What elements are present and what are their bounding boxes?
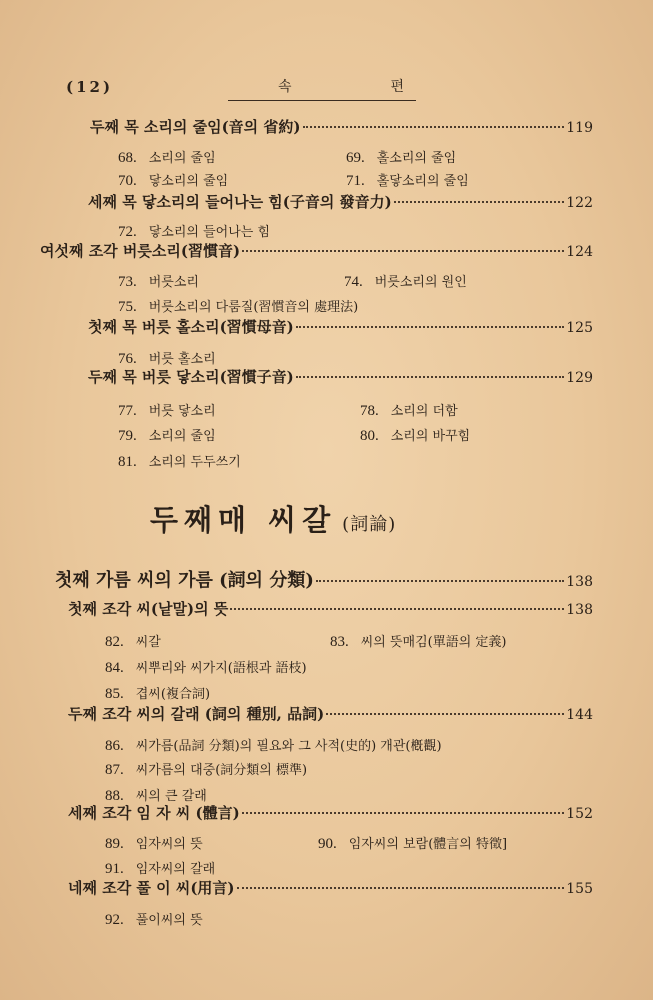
dot-leader: [316, 580, 564, 582]
toc-item-number: 84.: [105, 660, 124, 676]
toc-page-number: 138: [566, 602, 593, 618]
toc-item-text: 버릇소리: [148, 275, 199, 290]
toc-item: [360, 400, 458, 420]
toc-item-text: 닿소리의 줄임: [148, 174, 229, 189]
toc-heading-label: 세째 조각 임 자 씨 (體言): [68, 804, 240, 822]
toc-item-text: 소리의 줄임: [148, 429, 216, 444]
toc-item-text: 씨뿌리와 씨가지(語根과 語枝): [135, 661, 307, 676]
toc-item: [360, 425, 470, 445]
toc-item: [346, 147, 456, 167]
toc-item: [118, 170, 228, 190]
part-title: [150, 498, 396, 539]
toc-item-number: 92.: [105, 912, 124, 928]
toc-item: [118, 400, 216, 420]
toc-item: [105, 833, 203, 853]
part-title-main: 두째매 씨갈: [150, 503, 337, 537]
toc-item-number: 88.: [105, 788, 124, 804]
toc-item: [330, 631, 507, 651]
dot-leader: [230, 608, 564, 610]
dot-leader: [296, 326, 564, 328]
toc-item: [346, 170, 469, 190]
toc-item-text: 풀이씨의 뜻: [135, 913, 203, 928]
toc-item-text: 버릇소리의 원인: [374, 275, 467, 290]
toc-item-text: 홀소리의 줄임: [376, 151, 457, 166]
toc-item-number: 90.: [318, 836, 337, 852]
toc-item-text: 버릇 홀소리: [148, 352, 216, 367]
toc-item-number: 87.: [105, 762, 124, 778]
toc-page-number: 152: [566, 806, 593, 822]
toc-heading-row: [68, 703, 593, 724]
toc-page-number: 122: [566, 195, 593, 211]
dot-leader: [242, 812, 565, 814]
toc-heading-label: 네째 조각 풀 이 씨(用言): [68, 879, 235, 897]
toc-page-number: 124: [566, 244, 593, 260]
toc-heading-label: 두째 목 버릇 닿소리(習慣子音): [88, 368, 294, 386]
toc-item: [105, 631, 161, 651]
toc-page-number: 119: [566, 120, 593, 136]
toc-page-number: 144: [566, 707, 593, 723]
toc-item-number: 81.: [118, 454, 137, 470]
toc-heading-row: [88, 191, 593, 212]
toc-heading-label: 첫째 목 버릇 홀소리(習慣母音): [88, 318, 294, 336]
toc-item-text: 소리의 더함: [390, 404, 458, 419]
toc-item: [118, 451, 241, 471]
toc-item-text: 씨의 뜻매김(單語의 定義): [360, 635, 507, 650]
toc-item-number: 91.: [105, 861, 124, 877]
toc-item: [118, 221, 270, 241]
toc-item-text: 겹씨(複合詞): [135, 687, 211, 702]
toc-item-text: 씨가름(品詞 分類)의 필요와 그 사적(史的) 개관(槪觀): [135, 739, 442, 754]
toc-item: [105, 683, 210, 703]
toc-item-number: 82.: [105, 634, 124, 650]
toc-item-number: 89.: [105, 836, 124, 852]
toc-item-text: 버릇 닿소리: [148, 404, 216, 419]
toc-item-text: 닿소리의 들어나는 힘: [148, 225, 271, 240]
toc-heading-row: [68, 877, 593, 898]
toc-heading-row: [68, 598, 593, 619]
toc-item-number: 68.: [118, 150, 137, 166]
toc-item-number: 86.: [105, 738, 124, 754]
toc-item-number: 85.: [105, 686, 124, 702]
toc-item-text: 임자씨의 보람(體言의 特徵]: [348, 837, 508, 852]
toc-item-number: 77.: [118, 403, 137, 419]
dot-leader: [326, 713, 564, 715]
toc-page-number: 125: [566, 320, 593, 336]
toc-item: [105, 759, 307, 779]
toc-item: [344, 271, 467, 291]
toc-item: [118, 425, 216, 445]
toc-item-text: 소리의 두두쓰기: [148, 455, 241, 470]
toc-heading-label: 첫째 가름 씨의 가름 (詞의 分類): [55, 570, 314, 591]
toc-item: [318, 833, 507, 853]
toc-item-number: 79.: [118, 428, 137, 444]
toc-heading-label: 세째 목 닿소리의 들어나는 힘(子音의 發音力): [88, 193, 392, 211]
toc-item-number: 80.: [360, 428, 379, 444]
toc-item-number: 83.: [330, 634, 349, 650]
toc-item-number: 70.: [118, 173, 137, 189]
toc-item-text: 임자씨의 갈래: [135, 862, 216, 877]
toc-item: [118, 147, 216, 167]
toc-heading-label: 첫째 조각 씨(낱말)의 뜻: [68, 600, 229, 618]
toc-item-text: 소리의 줄임: [148, 151, 216, 166]
toc-item-text: 버릇소리의 다룸질(習慣音의 處理法): [148, 300, 359, 315]
toc-heading-row: [40, 240, 593, 261]
dot-leader: [394, 201, 565, 203]
dot-leader: [242, 250, 564, 252]
dot-leader: [237, 887, 565, 889]
toc-heading-row: [90, 116, 593, 137]
page-number: (12): [66, 78, 114, 96]
toc-page-number: 155: [566, 881, 593, 897]
running-header-right: 편: [390, 79, 404, 95]
toc-page-number: 129: [566, 370, 593, 386]
toc-item-number: 72.: [118, 224, 137, 240]
toc-item-text: 임자씨의 뜻: [135, 837, 203, 852]
toc-item: [118, 271, 199, 291]
toc-heading-row: [55, 566, 593, 592]
toc-item-text: 홀닿소리의 줄임: [376, 174, 469, 189]
toc-item-text: 씨가름의 대중(詞分類의 標準): [135, 763, 308, 778]
toc-item: [105, 657, 307, 677]
toc-item-number: 75.: [118, 299, 137, 315]
dot-leader: [296, 376, 564, 378]
running-header-left: 속: [278, 79, 292, 95]
toc-item-number: 69.: [346, 150, 365, 166]
toc-item: [105, 909, 203, 929]
part-title-sub: (詞論): [342, 514, 397, 535]
toc-item-text: 씨갈: [135, 635, 161, 650]
toc-heading-label: 두째 목 소리의 줄임(音의 省約): [90, 118, 301, 136]
toc-item: [118, 348, 216, 368]
toc-item-text: 소리의 바꾸힘: [390, 429, 471, 444]
toc-heading-row: [88, 316, 593, 337]
toc-heading-row: [88, 366, 593, 387]
toc-item: [105, 858, 215, 878]
toc-item: [105, 735, 442, 755]
toc-item-number: 78.: [360, 403, 379, 419]
running-header: [228, 76, 416, 101]
toc-item-number: 74.: [344, 274, 363, 290]
toc-heading-row: [68, 802, 593, 823]
toc-item-text: 씨의 큰 갈래: [135, 789, 207, 804]
toc-item-number: 76.: [118, 351, 137, 367]
toc-item: [118, 296, 358, 316]
toc-item-number: 73.: [118, 274, 137, 290]
toc-heading-label: 여섯째 조각 버릇소리(習慣音): [40, 242, 241, 260]
toc-heading-label: 두째 조각 씨의 갈래 (詞의 種別, 品詞): [68, 705, 325, 723]
toc-page-number: 138: [566, 574, 593, 590]
dot-leader: [303, 126, 565, 128]
toc-item-number: 71.: [346, 173, 365, 189]
